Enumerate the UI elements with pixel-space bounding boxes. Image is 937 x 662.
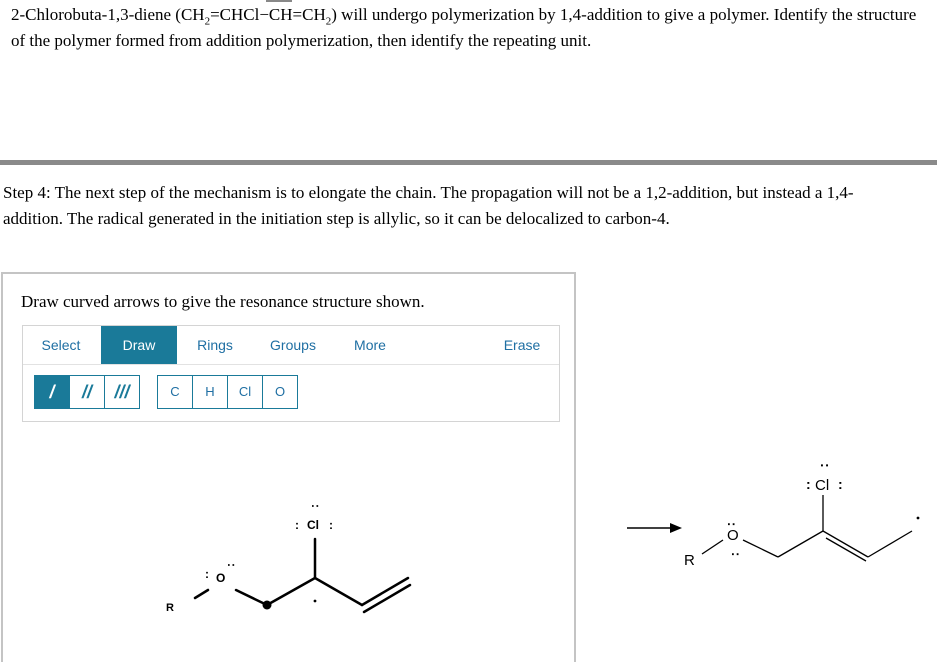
r-label: R xyxy=(166,602,174,614)
tab-select[interactable]: Select xyxy=(41,337,81,353)
double-bond-tool[interactable]: // xyxy=(69,375,105,409)
bond-r-o xyxy=(702,540,723,554)
cl-label: Cl xyxy=(815,477,830,494)
triple-bond-tool[interactable]: /// xyxy=(104,375,140,409)
o-lone-pair-bottom: : xyxy=(729,552,744,557)
bond-c3-c4 xyxy=(868,531,912,557)
bond-c2-c3-second xyxy=(826,538,866,561)
atom-o-tool[interactable]: O xyxy=(262,375,298,409)
cl-lone-pair-right: : xyxy=(329,518,333,532)
atom-c-tool[interactable]: C xyxy=(157,375,193,409)
tab-more[interactable]: More xyxy=(354,337,386,353)
radical-dot xyxy=(917,517,920,520)
step-text: Step 4: The next step of the mechanism is to elongate the chain. The propagation will not be a 1,2-addition, but instead a 1,4-addition. The radical generated in the initiation step is allylic, so it can be delocalized to carbon-4. xyxy=(3,183,854,228)
o-lone-pair-top: : xyxy=(725,522,740,527)
cl-lone-pair-right: : xyxy=(838,476,843,492)
tab-erase[interactable]: Erase xyxy=(503,337,541,353)
cl-lone-pair-top: : xyxy=(309,504,323,508)
cl-lone-pair-left: : xyxy=(806,476,811,492)
o-lone-pair-top: : xyxy=(225,563,239,567)
atom-h-tool[interactable]: H xyxy=(192,375,228,409)
atom-cl-tool[interactable]: Cl xyxy=(227,375,263,409)
o-lone-pair-left: : xyxy=(205,567,209,581)
bond-c1-c2 xyxy=(778,531,823,557)
cl-lone-pair-top: : xyxy=(818,463,834,468)
r-label: R xyxy=(684,552,695,569)
cl-lone-pair-left: : xyxy=(295,518,299,532)
instruction-text: Draw curved arrows to give the resonance structure shown. xyxy=(21,292,425,311)
bond-c2-c3 xyxy=(823,531,868,557)
reaction-arrow-head xyxy=(670,523,682,533)
bond-o-c1 xyxy=(743,540,778,557)
question-text: 2-Chlorobuta-1,3-diene $(CH_2=CHCl-CH=CH_2)$ will undergo polymerization by 1,4-addition to give a polymer. Identify the structure of the polymer formed from addition polymerization, then identify the repeating unit. xyxy=(11,5,917,50)
cl-label: Cl xyxy=(307,518,319,532)
tab-groups[interactable]: Groups xyxy=(270,337,316,353)
tab-draw[interactable]: Draw xyxy=(101,326,177,364)
o-label: O xyxy=(216,571,226,585)
tab-rings[interactable]: Rings xyxy=(197,337,233,353)
o-label: O xyxy=(727,527,739,544)
single-bond-tool[interactable]: / xyxy=(34,375,70,409)
